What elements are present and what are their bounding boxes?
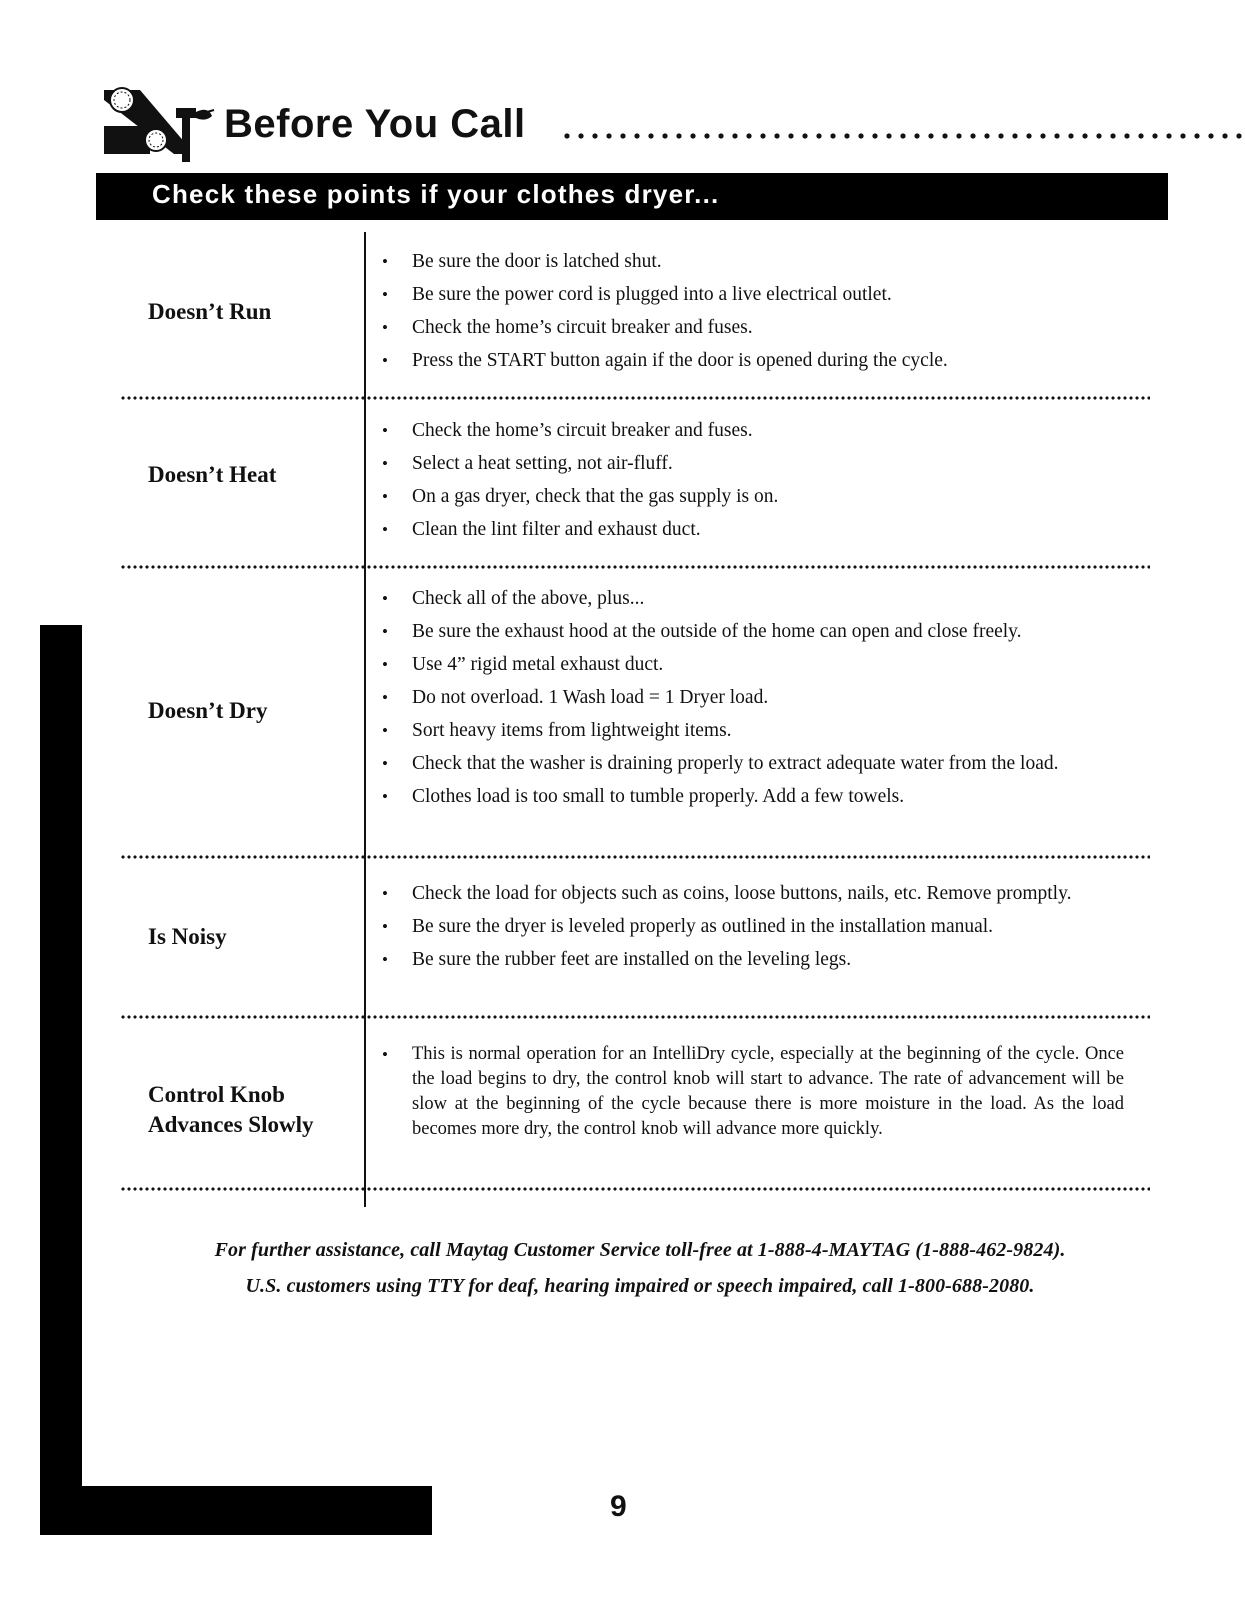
list-item: • On a gas dryer, check that the gas supply is on. [382, 484, 1124, 509]
symptom-label-is-noisy: Is Noisy [148, 924, 227, 949]
list-item: • Check the load for objects such as coins, loose buttons, nails, etc. Remove promptly. [382, 881, 1124, 906]
symptom-label-doesnt-dry: Doesn’t Dry [148, 698, 268, 723]
list-item: • Do not overload. 1 Wash load = 1 Dryer load. [382, 685, 1124, 710]
page-edge-bar [40, 625, 82, 1535]
section-banner [96, 173, 1168, 220]
checklist-control-knob [382, 1042, 1124, 1150]
list-item: • Be sure the rubber feet are installed on the leveling legs. [382, 947, 1124, 972]
dotted-divider [120, 565, 1150, 569]
list-item: • Check that the washer is draining properly to extract adequate water from the load. [382, 751, 1124, 776]
column-separator [364, 232, 366, 1207]
list-item: • Be sure the dryer is leveled properly as outlined in the installation manual. [382, 914, 1124, 939]
list-item: • Sort heavy items from lightweight items. [382, 718, 1124, 743]
page-number: 9 [610, 1490, 627, 1523]
list-item: • Press the START button again if the door is opened during the cycle. [382, 348, 1124, 373]
checklist-doesnt-dry [382, 586, 1124, 817]
page-footer-bar [40, 1486, 432, 1535]
checklist-is-noisy [382, 881, 1124, 980]
list-item: • Select a heat setting, not air-fluff. [382, 451, 1124, 476]
list-item: • Be sure the power cord is plugged into a live electrical outlet. [382, 282, 1124, 307]
dotted-divider [120, 396, 1150, 400]
list-item: • Be sure the door is latched shut. [382, 249, 1124, 274]
symptom-label-doesnt-run: Doesn’t Run [148, 299, 272, 324]
dotted-divider [120, 1015, 1150, 1019]
symptom-label-doesnt-heat: Doesn’t Heat [148, 462, 277, 487]
page-title: Before You Call [224, 102, 526, 146]
list-item: • Check the home’s circuit breaker and fuses. [382, 418, 1124, 443]
title-dot-leader [560, 132, 1245, 140]
list-item: • This is normal operation for an IntelliDry cycle, especially at the beginning of the cycle. Once the load begins to dry, the control knob will start to advance. The rate of advancement will be slow at the beginning of the cycle because there is more moisture in the load. As the load becomes more dry, the control knob will advance more quickly. [382, 1042, 1124, 1142]
checklist-doesnt-heat [382, 418, 1124, 550]
dotted-divider [120, 855, 1150, 859]
list-item: • Clean the lint filter and exhaust duct. [382, 517, 1124, 542]
symptom-label-line: Advances Slowly [148, 1112, 314, 1137]
wrench-screwdriver-icon [100, 82, 218, 162]
list-item: • Clothes load is too small to tumble properly. Add a few towels. [382, 784, 1124, 809]
tty-contact-line: U.S. customers using TTY for deaf, hearing impaired or speech impaired, call 1-800-688-2080. [245, 1275, 1035, 1297]
dotted-divider [120, 1187, 1150, 1191]
service-contact-line: For further assistance, call Maytag Customer Service toll-free at 1-888-4-MAYTAG (1-888-462-9824). [214, 1239, 1066, 1261]
list-item: • Use 4” rigid metal exhaust duct. [382, 652, 1124, 677]
list-item: • Check all of the above, plus... [382, 586, 1124, 611]
symptom-label-control-knob [148, 1080, 314, 1140]
list-item: • Check the home’s circuit breaker and fuses. [382, 315, 1124, 340]
list-item: • Be sure the exhaust hood at the outside of the home can open and close freely. [382, 619, 1124, 644]
checklist-doesnt-run [382, 249, 1124, 381]
symptom-label-line: Control Knob [148, 1082, 285, 1107]
banner-text: Check these points if your clothes dryer... [152, 179, 720, 209]
page-header [100, 82, 1160, 162]
